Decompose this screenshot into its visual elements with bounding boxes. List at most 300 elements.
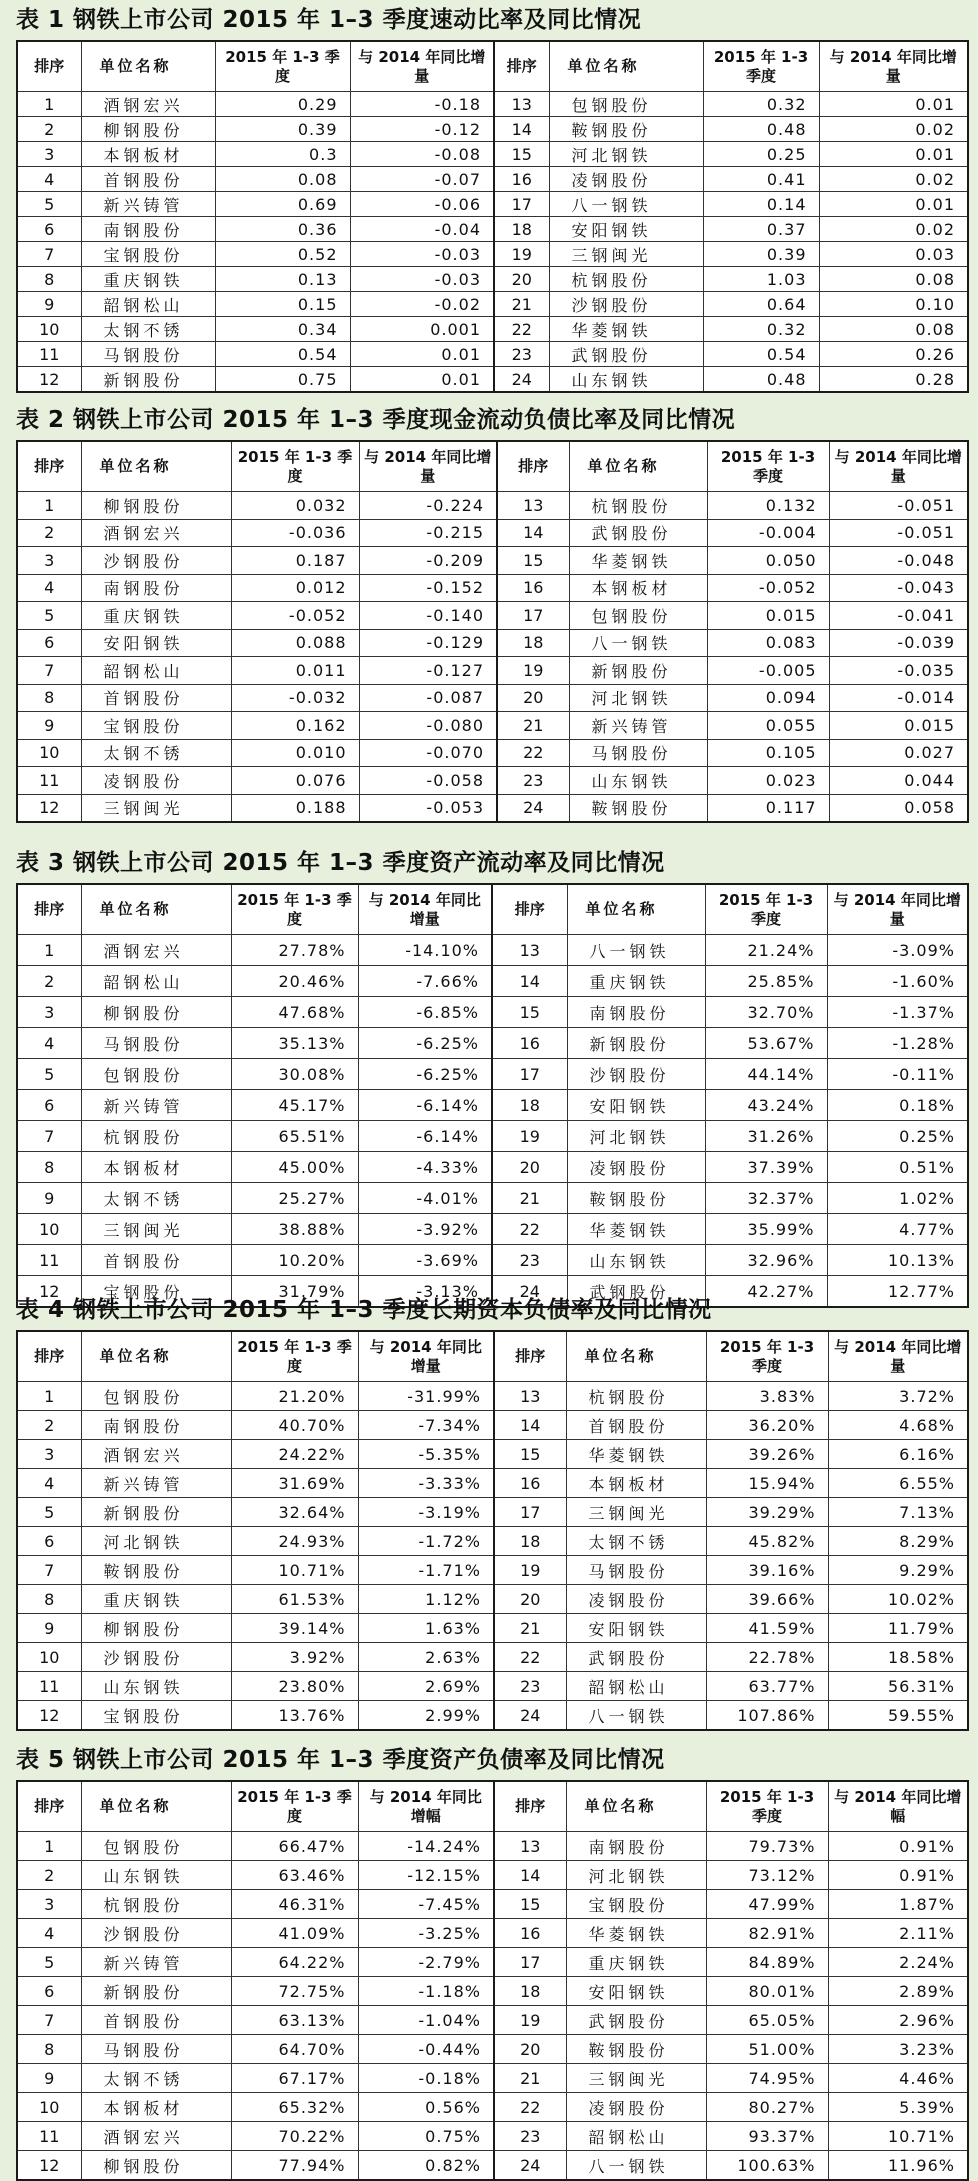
company-cell: 鞍钢股份 (566, 2035, 706, 2064)
yoy-change-cell: 2.89% (828, 1977, 968, 2006)
company-cell: 宝钢股份 (81, 242, 215, 267)
value-2015-cell: 72.75% (231, 1977, 358, 2006)
value-2015-cell: 66.47% (231, 1832, 358, 1861)
yoy-change-cell: -0.224 (359, 492, 497, 520)
yoy-change-cell: 3.72% (828, 1382, 968, 1411)
yoy-change-cell: -6.25% (358, 1059, 492, 1090)
rank-cell: 19 (494, 2006, 566, 2035)
yoy-change-cell: -0.048 (829, 547, 968, 575)
rank-cell: 4 (17, 574, 81, 602)
company-cell: 沙钢股份 (567, 1059, 705, 1090)
header-company: 单位名称 (81, 1331, 231, 1382)
company-cell: 武钢股份 (569, 519, 707, 547)
rank-cell: 6 (17, 629, 81, 657)
company-cell: 柳钢股份 (81, 997, 231, 1028)
header-company: 单位名称 (81, 441, 231, 492)
yoy-change-cell: -0.053 (359, 794, 497, 822)
company-cell: 包钢股份 (81, 1832, 231, 1861)
table-row (17, 2006, 968, 2035)
value-2015-cell: 42.27% (705, 1276, 827, 1308)
header-rank: 排序 (497, 441, 569, 492)
value-2015-cell: 80.27% (706, 2093, 828, 2122)
rank-cell: 22 (494, 1643, 566, 1672)
rank-cell: 1 (17, 492, 81, 520)
yoy-change-cell: 1.63% (358, 1614, 494, 1643)
yoy-change-cell: 0.02 (819, 117, 968, 142)
value-2015-cell: 51.00% (706, 2035, 828, 2064)
yoy-change-cell: 0.28 (819, 367, 968, 393)
table-1 (16, 40, 969, 393)
yoy-change-cell: -0.041 (829, 602, 968, 630)
rank-cell: 8 (17, 1585, 81, 1614)
yoy-change-cell: 59.55% (828, 1701, 968, 1731)
yoy-change-cell: -0.039 (829, 629, 968, 657)
rank-cell: 16 (492, 1028, 567, 1059)
table-row (17, 342, 968, 367)
rank-cell: 10 (17, 317, 81, 342)
company-cell: 宝钢股份 (566, 1890, 706, 1919)
company-cell: 山东钢铁 (81, 1861, 231, 1890)
table-row (17, 1059, 968, 1090)
table-row (17, 1701, 968, 1731)
company-cell: 新钢股份 (81, 367, 215, 393)
yoy-change-cell: 11.96% (828, 2151, 968, 2181)
rank-cell: 24 (494, 1701, 566, 1731)
table-row (17, 1890, 968, 1919)
yoy-change-cell: 0.03 (819, 242, 968, 267)
table-5-title: 表 5 钢铁上市公司 2015 年 1–3 季度资产负债率及同比情况 (16, 1747, 665, 1773)
company-cell: 沙钢股份 (81, 1919, 231, 1948)
yoy-change-cell: 4.77% (827, 1214, 968, 1245)
value-2015-cell: 0.39 (215, 117, 350, 142)
value-2015-cell: 36.20% (706, 1411, 828, 1440)
value-2015-cell: 0.25 (703, 142, 819, 167)
company-cell: 太钢不锈 (566, 1527, 706, 1556)
company-cell: 柳钢股份 (81, 117, 215, 142)
value-2015-cell: -0.052 (707, 574, 829, 602)
table-4-section (16, 1290, 967, 1731)
yoy-change-cell: -6.25% (358, 1028, 492, 1059)
yoy-change-cell: -0.035 (829, 657, 968, 685)
header-value-2015: 2015 年 1-3 季度 (231, 1781, 358, 1832)
rank-cell: 18 (494, 217, 549, 242)
table-row (17, 2093, 968, 2122)
value-2015-cell: 0.15 (215, 292, 350, 317)
yoy-change-cell: 0.75% (358, 2122, 494, 2151)
company-cell: 三钢闽光 (81, 1214, 231, 1245)
rank-cell: 9 (17, 1614, 81, 1643)
rank-cell: 14 (494, 1411, 566, 1440)
company-cell: 三钢闽光 (566, 1498, 706, 1527)
yoy-change-cell: -3.09% (827, 935, 968, 966)
company-cell: 马钢股份 (569, 739, 707, 767)
rank-cell: 16 (494, 1469, 566, 1498)
value-2015-cell: 65.51% (231, 1121, 358, 1152)
table-row (17, 1382, 968, 1411)
value-2015-cell: 65.05% (706, 2006, 828, 2035)
company-cell: 重庆钢铁 (81, 602, 231, 630)
rank-cell: 1 (17, 1832, 81, 1861)
table-row (17, 242, 968, 267)
yoy-change-cell: -1.60% (827, 966, 968, 997)
company-cell: 柳钢股份 (81, 492, 231, 520)
rank-cell: 24 (494, 367, 549, 393)
rank-cell: 22 (497, 739, 569, 767)
yoy-change-cell: 10.71% (828, 2122, 968, 2151)
yoy-change-cell: 12.77% (827, 1276, 968, 1308)
company-cell: 新兴铸管 (569, 712, 707, 740)
value-2015-cell: 0.132 (707, 492, 829, 520)
rank-cell: 9 (17, 2064, 81, 2093)
company-cell: 鞍钢股份 (549, 117, 703, 142)
company-cell: 太钢不锈 (81, 2064, 231, 2093)
table-row (17, 602, 968, 630)
company-cell: 宝钢股份 (81, 1276, 231, 1308)
company-cell: 包钢股份 (549, 92, 703, 117)
yoy-change-cell: -0.44% (358, 2035, 494, 2064)
company-cell: 河北钢铁 (569, 684, 707, 712)
header-yoy-change: 与 2014 年同比增量 (819, 41, 968, 92)
value-2015-cell: 79.73% (706, 1832, 828, 1861)
rank-cell: 2 (17, 519, 81, 547)
rank-cell: 3 (17, 142, 81, 167)
value-2015-cell: 45.17% (231, 1090, 358, 1121)
header-rank: 排序 (17, 441, 81, 492)
value-2015-cell: 0.023 (707, 767, 829, 795)
yoy-change-cell: 10.13% (827, 1245, 968, 1276)
yoy-change-cell: -4.01% (358, 1183, 492, 1214)
value-2015-cell: 38.88% (231, 1214, 358, 1245)
header-company: 单位名称 (569, 441, 707, 492)
yoy-change-cell: 0.82% (358, 2151, 494, 2181)
yoy-change-cell: 9.29% (828, 1556, 968, 1585)
company-cell: 山东钢铁 (569, 767, 707, 795)
rank-cell: 7 (17, 242, 81, 267)
value-2015-cell: 32.96% (705, 1245, 827, 1276)
value-2015-cell: 0.188 (231, 794, 359, 822)
rank-cell: 17 (494, 192, 549, 217)
company-cell: 马钢股份 (81, 2035, 231, 2064)
value-2015-cell: 74.95% (706, 2064, 828, 2093)
value-2015-cell: 1.03 (703, 267, 819, 292)
header-rank: 排序 (494, 41, 549, 92)
table-row (17, 117, 968, 142)
company-cell: 马钢股份 (81, 342, 215, 367)
rank-cell: 16 (494, 167, 549, 192)
rank-cell: 7 (17, 1121, 81, 1152)
yoy-change-cell: 7.13% (828, 1498, 968, 1527)
header-value-2015: 2015 年 1-3 季度 (706, 1781, 828, 1832)
yoy-change-cell: 0.01 (350, 342, 494, 367)
header-rank: 排序 (17, 884, 81, 935)
company-cell: 沙钢股份 (549, 292, 703, 317)
yoy-change-cell: -0.06 (350, 192, 494, 217)
header-yoy-change: 与 2014 年同比增幅 (828, 1781, 968, 1832)
rank-cell: 19 (494, 1556, 566, 1585)
table-row (17, 1090, 968, 1121)
yoy-change-cell: 3.23% (828, 2035, 968, 2064)
yoy-change-cell: -6.14% (358, 1121, 492, 1152)
company-cell: 安阳钢铁 (566, 1614, 706, 1643)
table-2 (16, 440, 969, 823)
table-row (17, 492, 968, 520)
table-row (17, 1556, 968, 1585)
value-2015-cell: 0.010 (231, 739, 359, 767)
yoy-change-cell: -6.85% (358, 997, 492, 1028)
company-cell: 重庆钢铁 (81, 267, 215, 292)
company-cell: 杭钢股份 (549, 267, 703, 292)
table-row (17, 167, 968, 192)
company-cell: 韶钢松山 (81, 292, 215, 317)
company-cell: 酒钢宏兴 (81, 519, 231, 547)
value-2015-cell: 61.53% (231, 1585, 358, 1614)
table-row (17, 547, 968, 575)
header-row (17, 441, 968, 492)
company-cell: 杭钢股份 (566, 1382, 706, 1411)
rank-cell: 24 (494, 2151, 566, 2181)
yoy-change-cell: -7.66% (358, 966, 492, 997)
value-2015-cell: 24.22% (231, 1440, 358, 1469)
company-cell: 包钢股份 (569, 602, 707, 630)
rank-cell: 4 (17, 167, 81, 192)
rank-cell: 23 (494, 1672, 566, 1701)
yoy-change-cell: -0.02 (350, 292, 494, 317)
table-row (17, 1469, 968, 1498)
company-cell: 新钢股份 (569, 657, 707, 685)
table-row (17, 767, 968, 795)
rank-cell: 18 (494, 1527, 566, 1556)
table-5-section (16, 1740, 967, 2181)
yoy-change-cell: -0.08 (350, 142, 494, 167)
company-cell: 凌钢股份 (566, 2093, 706, 2122)
table-1-title: 表 1 钢铁上市公司 2015 年 1–3 季度速动比率及同比情况 (16, 7, 642, 33)
value-2015-cell: 47.68% (231, 997, 358, 1028)
rank-cell: 12 (17, 794, 81, 822)
rank-cell: 15 (492, 997, 567, 1028)
value-2015-cell: 44.14% (705, 1059, 827, 1090)
yoy-change-cell: 1.87% (828, 1890, 968, 1919)
company-cell: 山东钢铁 (567, 1245, 705, 1276)
rank-cell: 6 (17, 217, 81, 242)
yoy-change-cell: 0.01 (819, 192, 968, 217)
value-2015-cell: 93.37% (706, 2122, 828, 2151)
header-company: 单位名称 (567, 884, 705, 935)
company-cell: 酒钢宏兴 (81, 2122, 231, 2151)
yoy-change-cell: 0.01 (350, 367, 494, 393)
rank-cell: 17 (494, 1948, 566, 1977)
value-2015-cell: 15.94% (706, 1469, 828, 1498)
rank-cell: 4 (17, 1028, 81, 1059)
yoy-change-cell: -1.37% (827, 997, 968, 1028)
yoy-change-cell: 1.12% (358, 1585, 494, 1614)
rank-cell: 22 (494, 2093, 566, 2122)
table-row (17, 1527, 968, 1556)
rank-cell: 16 (494, 1919, 566, 1948)
value-2015-cell: 37.39% (705, 1152, 827, 1183)
company-cell: 酒钢宏兴 (81, 1440, 231, 1469)
rank-cell: 3 (17, 997, 81, 1028)
yoy-change-cell: -1.71% (358, 1556, 494, 1585)
value-2015-cell: 0.015 (707, 602, 829, 630)
company-cell: 山东钢铁 (81, 1672, 231, 1701)
company-cell: 鞍钢股份 (569, 794, 707, 822)
yoy-change-cell: -3.25% (358, 1919, 494, 1948)
value-2015-cell: 63.77% (706, 1672, 828, 1701)
value-2015-cell: 32.64% (231, 1498, 358, 1527)
value-2015-cell: 32.37% (705, 1183, 827, 1214)
company-cell: 鞍钢股份 (81, 1556, 231, 1585)
yoy-change-cell: -31.99% (358, 1382, 494, 1411)
table-row (17, 739, 968, 767)
value-2015-cell: 0.41 (703, 167, 819, 192)
yoy-change-cell: -14.24% (358, 1832, 494, 1861)
yoy-change-cell: -4.33% (358, 1152, 492, 1183)
yoy-change-cell: -3.19% (358, 1498, 494, 1527)
value-2015-cell: 25.85% (705, 966, 827, 997)
rank-cell: 11 (17, 1672, 81, 1701)
yoy-change-cell: -0.18 (350, 92, 494, 117)
table-row (17, 519, 968, 547)
header-value-2015: 2015 年 1-3 季度 (215, 41, 350, 92)
yoy-change-cell: -6.14% (358, 1090, 492, 1121)
yoy-change-cell: 0.027 (829, 739, 968, 767)
rank-cell: 7 (17, 1556, 81, 1585)
company-cell: 首钢股份 (81, 167, 215, 192)
table-row (17, 1152, 968, 1183)
yoy-change-cell: 0.51% (827, 1152, 968, 1183)
table-row (17, 1183, 968, 1214)
value-2015-cell: 63.13% (231, 2006, 358, 2035)
rank-cell: 13 (492, 935, 567, 966)
company-cell: 三钢闽光 (81, 794, 231, 822)
table-row (17, 712, 968, 740)
company-cell: 河北钢铁 (81, 1527, 231, 1556)
company-cell: 马钢股份 (81, 1028, 231, 1059)
table-row (17, 317, 968, 342)
rank-cell: 23 (492, 1245, 567, 1276)
rank-cell: 18 (497, 629, 569, 657)
table-2-title: 表 2 钢铁上市公司 2015 年 1–3 季度现金流动负债比率及同比情况 (16, 407, 736, 433)
table-4-title: 表 4 钢铁上市公司 2015 年 1–3 季度长期资本负债率及同比情况 (16, 1297, 712, 1323)
rank-cell: 3 (17, 1440, 81, 1469)
header-yoy-change: 与 2014 年同比增幅 (358, 1781, 494, 1832)
table-row (17, 192, 968, 217)
yoy-change-cell: -3.69% (358, 1245, 492, 1276)
rank-cell: 12 (17, 367, 81, 393)
rank-cell: 20 (494, 1585, 566, 1614)
rank-cell: 8 (17, 1152, 81, 1183)
table-row (17, 1411, 968, 1440)
company-cell: 首钢股份 (566, 1411, 706, 1440)
yoy-change-cell: 6.16% (828, 1440, 968, 1469)
yoy-change-cell: 0.91% (828, 1832, 968, 1861)
header-company: 单位名称 (81, 41, 215, 92)
rank-cell: 7 (17, 657, 81, 685)
value-2015-cell: 20.46% (231, 966, 358, 997)
table-2-section (16, 400, 967, 823)
company-cell: 宝钢股份 (81, 712, 231, 740)
value-2015-cell: 0.083 (707, 629, 829, 657)
table-row (17, 1440, 968, 1469)
company-cell: 八一钢铁 (566, 1701, 706, 1731)
table-row (17, 1861, 968, 1890)
value-2015-cell: 39.29% (706, 1498, 828, 1527)
rank-cell: 20 (494, 267, 549, 292)
rank-cell: 1 (17, 1382, 81, 1411)
yoy-change-cell: -2.79% (358, 1948, 494, 1977)
company-cell: 新兴铸管 (81, 1090, 231, 1121)
value-2015-cell: 65.32% (231, 2093, 358, 2122)
rank-cell: 8 (17, 684, 81, 712)
company-cell: 沙钢股份 (81, 547, 231, 575)
value-2015-cell: 0.39 (703, 242, 819, 267)
value-2015-cell: 0.187 (231, 547, 359, 575)
company-cell: 华菱钢铁 (566, 1440, 706, 1469)
rank-cell: 1 (17, 92, 81, 117)
company-cell: 包钢股份 (81, 1059, 231, 1090)
value-2015-cell: 35.13% (231, 1028, 358, 1059)
table-row (17, 794, 968, 822)
table-1-section (16, 0, 967, 393)
yoy-change-cell: 18.58% (828, 1643, 968, 1672)
table-row (17, 1643, 968, 1672)
table-row (17, 1028, 968, 1059)
value-2015-cell: 47.99% (706, 1890, 828, 1919)
company-cell: 新钢股份 (81, 1498, 231, 1527)
value-2015-cell: 31.26% (705, 1121, 827, 1152)
rank-cell: 14 (497, 519, 569, 547)
yoy-change-cell: 2.99% (358, 1701, 494, 1731)
header-yoy-change: 与 2014 年同比增量 (827, 884, 968, 935)
rank-cell: 11 (17, 767, 81, 795)
rank-cell: 20 (494, 2035, 566, 2064)
yoy-change-cell: 0.01 (819, 142, 968, 167)
yoy-change-cell: 0.08 (819, 267, 968, 292)
company-cell: 新兴铸管 (81, 1469, 231, 1498)
table-row (17, 1245, 968, 1276)
table-row (17, 2151, 968, 2181)
company-cell: 华菱钢铁 (569, 547, 707, 575)
yoy-change-cell: -0.11% (827, 1059, 968, 1090)
table-row (17, 1585, 968, 1614)
company-cell: 太钢不锈 (81, 739, 231, 767)
rank-cell: 24 (497, 794, 569, 822)
yoy-change-cell: -12.15% (358, 1861, 494, 1890)
header-yoy-change: 与 2014 年同比增量 (358, 1331, 494, 1382)
value-2015-cell: 32.70% (705, 997, 827, 1028)
value-2015-cell: 0.29 (215, 92, 350, 117)
yoy-change-cell: -0.087 (359, 684, 497, 712)
yoy-change-cell: 11.79% (828, 1614, 968, 1643)
value-2015-cell: 0.54 (703, 342, 819, 367)
header-value-2015: 2015 年 1-3 季度 (231, 884, 358, 935)
value-2015-cell: 35.99% (705, 1214, 827, 1245)
header-rank: 排序 (492, 884, 567, 935)
rank-cell: 5 (17, 192, 81, 217)
rank-cell: 13 (494, 1382, 566, 1411)
company-cell: 华菱钢铁 (566, 1919, 706, 1948)
rank-cell: 3 (17, 547, 81, 575)
company-cell: 新兴铸管 (81, 192, 215, 217)
rank-cell: 22 (492, 1214, 567, 1245)
yoy-change-cell: 0.91% (828, 1861, 968, 1890)
company-cell: 重庆钢铁 (567, 966, 705, 997)
company-cell: 首钢股份 (81, 1245, 231, 1276)
header-yoy-change: 与 2014 年同比增量 (359, 441, 497, 492)
yoy-change-cell: -0.03 (350, 267, 494, 292)
rank-cell: 13 (497, 492, 569, 520)
value-2015-cell: 39.16% (706, 1556, 828, 1585)
